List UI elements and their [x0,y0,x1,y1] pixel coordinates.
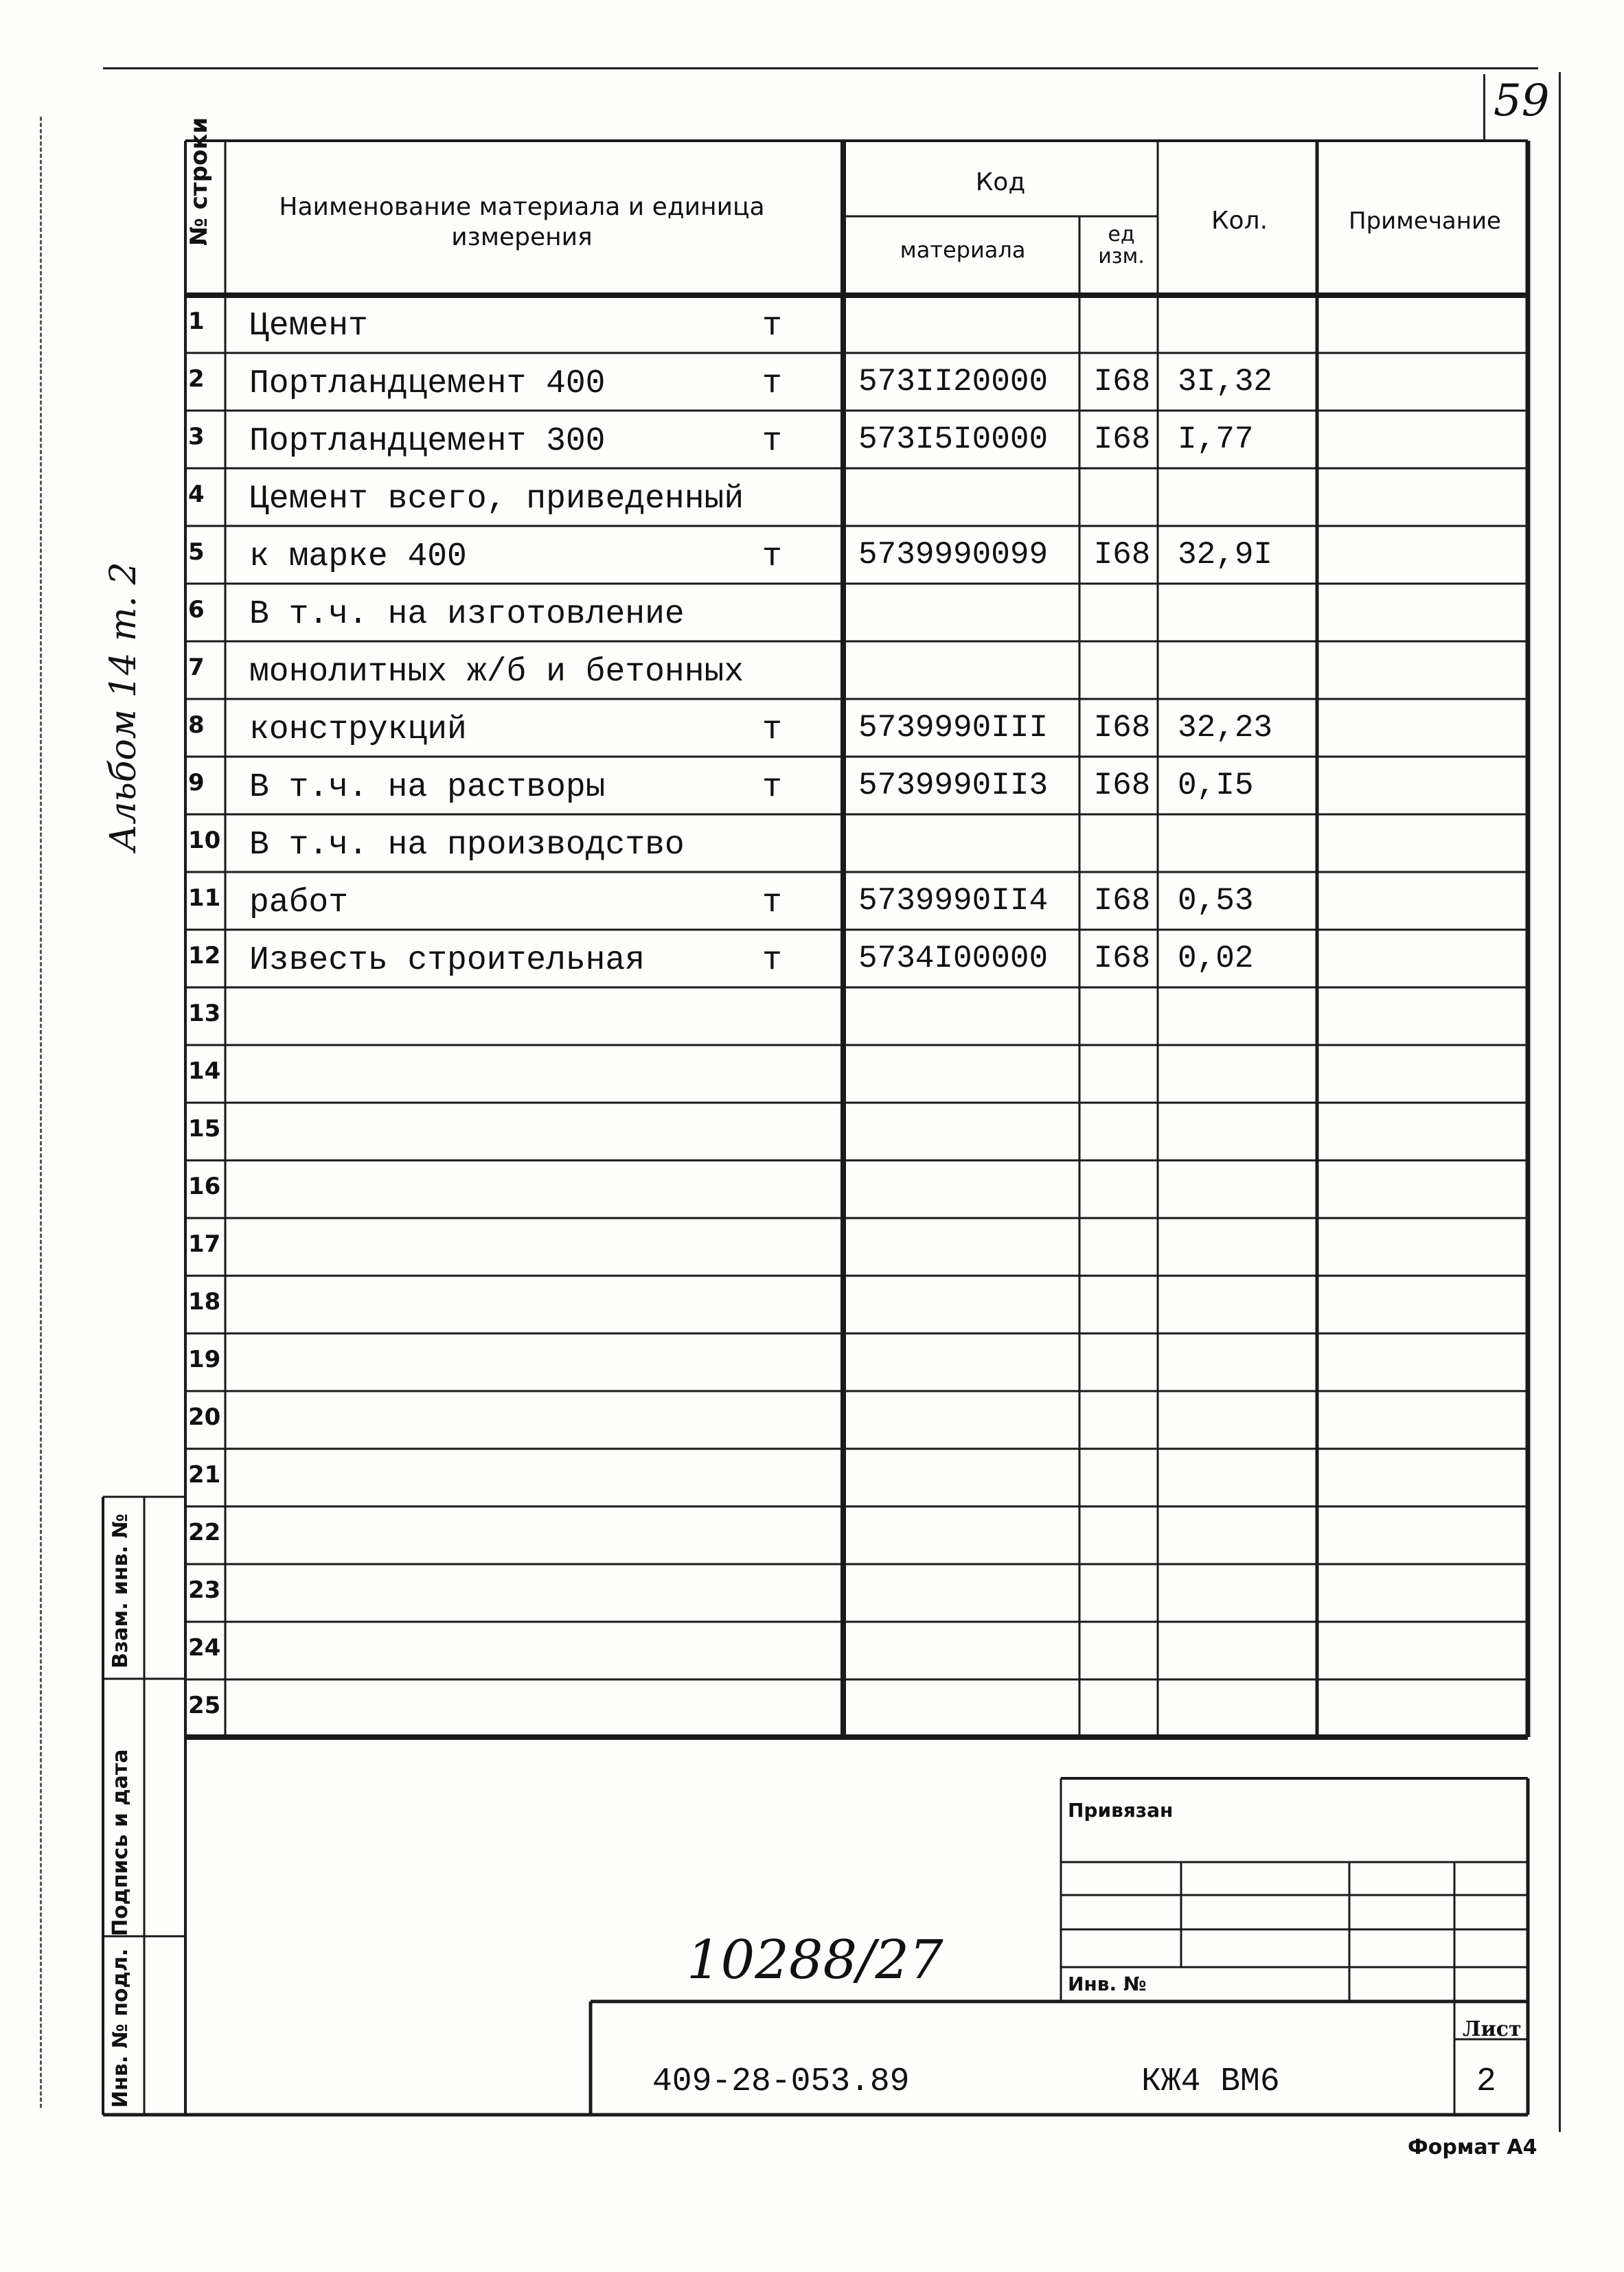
row-number: 2 [188,365,205,393]
row-unit: т [762,884,782,921]
row-number: 14 [188,1057,221,1085]
row-unit-code: I68 [1093,422,1151,457]
header-name: Наименование материала и единица измерения [279,193,765,251]
page-number: 59 [1494,76,1550,126]
row-number: 19 [188,1346,221,1373]
row-code: 5739990II3 [858,768,1049,803]
row-number: 25 [188,1692,221,1719]
row-name: Цемент [249,308,368,345]
row-number: 15 [188,1115,221,1143]
row-unit: т [762,942,782,979]
row-qty: 0,I5 [1178,768,1254,803]
row-code: 573I5I0000 [858,422,1049,457]
row-number: 5 [188,538,205,566]
handwritten-number: 10288/27 [687,1929,943,1991]
row-name: Портландцемент 300 [249,423,606,460]
row-number: 11 [188,884,221,912]
header-code-unit: ед изм. [1098,222,1145,268]
header-code-material: материала [900,237,1026,263]
row-unit: т [762,423,782,460]
row-unit-code: I68 [1093,941,1151,976]
album-note: Альбом 14 т. 2 [103,562,144,851]
row-number: 23 [188,1576,221,1604]
bind-inv-label: Инв. № [1068,1973,1147,1995]
row-unit: т [762,769,782,806]
row-qty: I,77 [1178,422,1254,457]
row-unit-code: I68 [1093,883,1151,919]
row-number: 4 [188,481,205,508]
row-code: 5739990III [858,710,1049,746]
row-number: 3 [188,423,205,450]
row-unit-code: I68 [1093,768,1151,803]
row-name: В т.ч. на растворы [249,769,606,806]
row-number: 21 [188,1461,221,1489]
row-code: 5739990099 [858,537,1049,573]
row-number: 24 [188,1634,221,1662]
row-code: 5734I00000 [858,941,1049,976]
header-row-no: № строки [185,117,213,246]
row-number: 1 [188,308,205,335]
row-qty: 0,53 [1178,883,1254,919]
row-number: 20 [188,1403,221,1431]
row-code: 573II20000 [858,364,1049,400]
row-number: 18 [188,1288,221,1316]
side-inv-orig: Инв. № подл. [108,1948,133,2108]
row-number: 8 [188,711,205,739]
row-qty: 3I,32 [1178,364,1273,400]
row-number: 10 [188,827,221,854]
doc-code: 409-28-053.89 [652,2063,910,2100]
sheet-label: Лист [1463,2017,1522,2041]
header-qty: Кол. [1211,207,1268,235]
row-unit-code: I68 [1093,364,1151,400]
row-name: Цемент всего, приведенный [249,481,744,518]
row-number: 13 [188,1000,221,1027]
row-name: конструкций [249,711,467,748]
row-qty: 32,23 [1178,710,1273,746]
row-number: 9 [188,769,205,796]
row-name: Портландцемент 400 [249,365,606,402]
doc-mark: КЖ4 ВМ6 [1141,2063,1280,2100]
row-name: монолитных ж/б и бетонных [249,654,744,691]
side-sign-date: Подпись и дата [108,1749,133,1936]
row-name: к марке 400 [249,538,467,575]
side-replace-inv: Взам. инв. № [108,1513,133,1668]
row-number: 17 [188,1230,221,1258]
bind-bound-label: Привязан [1068,1799,1174,1822]
row-name: В т.ч. на производство [249,827,685,864]
row-number: 7 [188,654,205,681]
row-qty: 32,9I [1178,537,1273,573]
row-number: 16 [188,1173,221,1200]
header-code: Код [975,168,1026,196]
row-name: В т.ч. на изготовление [249,596,685,633]
row-unit: т [762,538,782,575]
row-unit: т [762,711,782,748]
row-unit: т [762,365,782,402]
row-number: 12 [188,942,221,969]
row-number: 6 [188,596,205,623]
row-number: 22 [188,1519,221,1546]
format-note: Формат А4 [1408,2135,1537,2159]
row-name: работ [249,884,349,921]
row-qty: 0,02 [1178,941,1254,976]
header-note: Примечание [1349,207,1501,235]
row-unit-code: I68 [1093,537,1151,573]
row-code: 5739990II4 [858,883,1049,919]
sheet-number: 2 [1476,2063,1496,2100]
row-unit: т [762,308,782,345]
row-name: Известь строительная [249,942,645,979]
row-unit-code: I68 [1093,710,1151,746]
